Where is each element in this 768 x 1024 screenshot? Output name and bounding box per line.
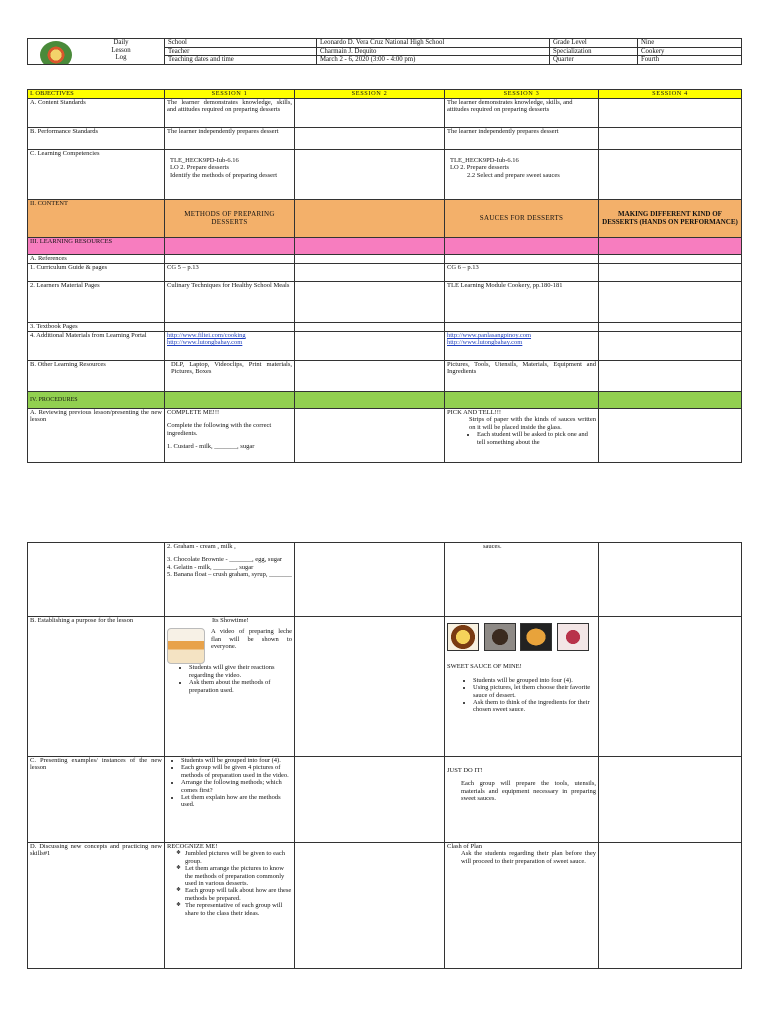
sauce-picture-1 <box>447 623 479 651</box>
references-label: A. References <box>28 255 165 264</box>
rev3-list <box>447 431 596 446</box>
est3-title: SWEET SAUCE OF MINE! <box>447 663 522 671</box>
disc1-bullet-4: ❖ The representative of each group will share to the class their ideas. <box>185 902 292 917</box>
textbook-s4 <box>599 323 742 332</box>
label-dates: Teaching dates and time <box>165 56 317 65</box>
cont-item-2: 2. Graham - cream , milk , <box>167 543 236 550</box>
reviewing-s1 <box>165 409 295 463</box>
dll-title-line2: Lesson <box>111 46 131 54</box>
lc3-code: TLE_HECK9PD-Iub-6.16 <box>450 157 519 164</box>
other-resources-label: B. Other Learning Resources <box>28 361 165 392</box>
learning-resources-s2 <box>295 238 445 255</box>
content-s3-text: SAUCES FOR DESSERTS <box>479 213 564 222</box>
est1-body: A video of preparing leche flan will be shown to everyone. <box>211 628 292 651</box>
additional-materials-label: 4. Additional Materials from Learning Portal <box>28 332 165 361</box>
content-s1 <box>165 200 295 238</box>
curriculum-guide-s4 <box>599 264 742 282</box>
other-resources-s3: Pictures, Tools, Utensils, Materials, Equipment and Ingredients <box>445 361 599 392</box>
link-panlasangpinoy[interactable]: http://www.panlasangpinoy.com <box>447 332 532 339</box>
curriculum-guide-label: 1. Curriculum Guide & pages <box>28 264 165 282</box>
label-quarter: Quarter <box>550 56 638 65</box>
discussing-s4 <box>599 843 742 969</box>
references-s3 <box>445 255 599 264</box>
school-logo <box>40 41 72 64</box>
header-logo-cell <box>28 39 165 65</box>
content-s3 <box>445 200 599 238</box>
cont3-text: sauces. <box>483 543 502 550</box>
establishing-s4 <box>599 617 742 757</box>
cont-item-3: 3. Chocolate Brownie - _______, egg, sugar <box>167 556 282 564</box>
performance-standards-s4 <box>599 128 742 150</box>
procedures-s2 <box>295 392 445 409</box>
link-lutongbahay-3[interactable]: http://www.lutongbahay.com <box>447 339 523 347</box>
est1-bullet-2: • Ask them about the methods of preparation used. <box>189 679 292 694</box>
pres1-list <box>167 757 292 809</box>
dll-title-line1: Daily <box>113 39 129 46</box>
reviewing-s2 <box>295 409 445 463</box>
value-dates: March 2 - 6, 2020 (3:00 - 4:00 pm) <box>317 56 550 65</box>
session-4-heading: SESSION 4 <box>599 90 742 99</box>
discussing-s1 <box>165 843 295 969</box>
lc3-lo: LO 2. Prepare desserts <box>450 164 509 172</box>
learners-material-s3: TLE Learning Module Cookery, pp.180-181 <box>445 282 599 323</box>
content-standards-s2 <box>295 99 445 128</box>
textbook-s3 <box>445 323 599 332</box>
additional-materials-s3 <box>445 332 599 361</box>
lc1-code: TLE_HECK9PD-Iub-6.16 <box>170 157 239 164</box>
establishing-s1 <box>165 617 295 757</box>
presenting-s1 <box>165 757 295 843</box>
performance-standards-s3: The learner independently prepares dessert <box>445 128 599 150</box>
disc1-list <box>167 850 292 917</box>
disc1-bullet-1: ❖ Jumbled pictures will be given to each group. <box>185 850 292 865</box>
curriculum-guide-s2 <box>295 264 445 282</box>
rev3-body: Strips of paper with the kinds of sauces written on it will be placed inside the glass. <box>469 416 596 431</box>
rev1-item1: 1. Custard - milk, _______, sugar <box>167 443 255 451</box>
disc3-body: Ask the students regarding their plan before they will proceed to their preparation of sweet sauce. <box>461 850 596 865</box>
references-s4 <box>599 255 742 264</box>
label-teacher: Teacher <box>165 47 317 56</box>
learning-competencies-s2 <box>295 150 445 200</box>
presenting-s3 <box>445 757 599 843</box>
session-3-heading: SESSION 3 <box>445 90 599 99</box>
est3-bullet-1: • Students will be grouped into four (4). <box>473 677 596 684</box>
learning-competencies-s4 <box>599 150 742 200</box>
presenting-s4 <box>599 757 742 843</box>
performance-standards-label: B. Performance Standards <box>28 128 165 150</box>
content-label: II. CONTENT <box>28 200 165 238</box>
pres3-body: Each group will prepare the tools, utensils, materials and equipment necessary in preparing sweet sauces. <box>461 780 596 803</box>
value-teacher: Charmain J. Dequito <box>317 47 550 56</box>
disc3-title: Clash of Plan <box>447 843 483 850</box>
rev1-title: COMPLETE ME!!! <box>167 409 220 416</box>
cont-item-4: 4. Gelatin - milk, _______, sugar <box>167 563 254 571</box>
est1-list <box>167 664 292 694</box>
performance-standards-s1: The learner independently prepares dessert <box>165 128 295 150</box>
sauce-pictures-row <box>447 623 596 653</box>
pres1-bullet-1: • Students will be grouped into four (4). <box>181 757 292 764</box>
learners-material-label: 2. Learners Material Pages <box>28 282 165 323</box>
leche-flan-image <box>167 628 205 664</box>
sauce-picture-4 <box>557 623 589 651</box>
disc1-bullet-3: ❖ Each group will talk about how are these methods be prepared. <box>185 887 292 902</box>
learning-resources-s4 <box>599 238 742 255</box>
pres1-bullet-2: • Each group will be given 4 pictures of methods of preparation used in the video. <box>181 764 292 779</box>
value-specialization: Cookery <box>638 47 742 56</box>
other-resources-s2 <box>295 361 445 392</box>
reviewing-s3 <box>445 409 599 463</box>
learning-resources-label: III. LEARNING RESOURCES <box>28 238 165 255</box>
procedures-s3 <box>445 392 599 409</box>
learners-material-s2 <box>295 282 445 323</box>
procedures-s1 <box>165 392 295 409</box>
content-s4 <box>599 200 742 238</box>
content-s1-text: METHODS OF PREPARING DESSERTS <box>184 210 275 226</box>
procedures-label <box>28 392 165 409</box>
content-standards-label: A. Content Standards <box>28 99 165 128</box>
learners-material-s4 <box>599 282 742 323</box>
est3-list <box>447 677 596 714</box>
establishing-label: B. Establishing a purpose for the lesson <box>28 617 165 757</box>
establishing-s2 <box>295 617 445 757</box>
content-s4-text: MAKING DIFFERENT KIND OF DESSERTS (HANDS ON PERFORMANCE) <box>602 210 738 226</box>
rev1-body: Complete the following with the correct ingredients. <box>167 422 272 437</box>
discussing-label: D. Discussing new concepts and practicing new skills#1 <box>28 843 165 969</box>
est1-title: Its Showtime! <box>212 617 249 624</box>
discussing-s3 <box>445 843 599 969</box>
sauce-picture-3 <box>520 623 552 651</box>
est1-bullet-1: • Students will give their reactions regarding the video. <box>189 664 292 679</box>
curriculum-guide-s1: CG 5 – p.13 <box>165 264 295 282</box>
header-table <box>27 38 742 65</box>
reviewing-label: A. Reviewing previous lesson/presenting the new lesson <box>28 409 165 463</box>
textbook-s2 <box>295 323 445 332</box>
lc1-lo: LO 2. Prepare desserts <box>170 164 229 172</box>
main-table-page2 <box>27 542 742 969</box>
pres1-bullet-4: • Let them explain how are the methods used. <box>181 794 292 809</box>
value-school: Leonardo D. Vera Cruz National High School <box>317 39 550 48</box>
pres3-title: JUST DO IT! <box>447 767 483 774</box>
link-filtei[interactable]: http://www.filtei.com/cooking <box>167 332 246 339</box>
cont-item-5: 5. Banana float – crush graham, syrup, _______ <box>167 571 292 579</box>
session-1-heading: SESSION 1 <box>165 90 295 99</box>
learning-competencies-s3 <box>445 150 599 200</box>
textbook-s1 <box>165 323 295 332</box>
cont-s4 <box>599 543 742 617</box>
learning-competencies-s1 <box>165 150 295 200</box>
learning-resources-s3 <box>445 238 599 255</box>
est3-bullet-3: • Ask them to think of the ingredients for their chosen sweet sauce. <box>473 699 596 714</box>
learners-material-s1: Culinary Techniques for Healthy School Meals <box>165 282 295 323</box>
discussing-s2 <box>295 843 445 969</box>
link-lutongbahay-1[interactable]: http://www.lutongbahay.com <box>167 339 243 347</box>
disc1-title: RECOGNIZE ME! <box>167 843 218 850</box>
value-quarter: Fourth <box>638 56 742 65</box>
rev3-title: PICK AND TELL!!! <box>447 409 502 416</box>
curriculum-guide-s3: CG 6 – p.13 <box>445 264 599 282</box>
learning-resources-s1 <box>165 238 295 255</box>
references-s2 <box>295 255 445 264</box>
presenting-label: C. Presenting examples/ instances of the new lesson <box>28 757 165 843</box>
procedures-s4 <box>599 392 742 409</box>
cont-s2 <box>295 543 445 617</box>
est1-media-row <box>167 628 292 664</box>
label-school: School <box>165 39 317 48</box>
lc3-detail: 2.2 Select and prepare sweet sauces <box>467 171 560 179</box>
references-s1 <box>165 255 295 264</box>
content-standards-s3: The learner demonstrates knowledge, skills, and attitudes required on preparing desserts <box>445 99 599 128</box>
session-2-heading: SESSION 2 <box>295 90 445 99</box>
additional-materials-s1 <box>165 332 295 361</box>
other-resources-s1: DLP, Laptop, Videoclips, Print materials, Pictures, Boxes <box>165 361 295 392</box>
label-grade: Grade Level <box>550 39 638 48</box>
content-standards-s1: The learner demonstrates knowledge, skills, and attitudes required on preparing desserts <box>165 99 295 128</box>
main-table-page1 <box>27 89 742 463</box>
presenting-s2 <box>295 757 445 843</box>
cont-label <box>28 543 165 617</box>
dll-title-line3: Log <box>115 54 127 62</box>
learning-competencies-label: C. Learning Competencies <box>28 150 165 200</box>
procedures-text: IV. PROCEDURES <box>30 396 78 403</box>
other-resources-s4 <box>599 361 742 392</box>
disc1-bullet-2: ❖ Let them arrange the pictures to know the methods of preparation commonly used in various desserts. <box>185 865 292 887</box>
content-standards-s4 <box>599 99 742 128</box>
lc1-detail: Identify the methods of preparing dessert <box>170 171 278 179</box>
pres1-bullet-3: • Arrange the following methods; which comes first? <box>181 779 292 794</box>
est3-bullet-2: • Using pictures, let them choose their favorite sauce of dessert. <box>473 684 596 699</box>
establishing-s3 <box>445 617 599 757</box>
textbook-label: 3. Textbook Pages <box>28 323 165 332</box>
label-specialization: Specialization <box>550 47 638 56</box>
sauce-picture-2 <box>484 623 516 651</box>
additional-materials-s2 <box>295 332 445 361</box>
content-s2 <box>295 200 445 238</box>
value-grade: Nine <box>638 39 742 48</box>
rev3-bullet: • Each student will be asked to pick one and tell something about the <box>477 431 596 446</box>
dll-title <box>78 39 164 62</box>
reviewing-s4 <box>599 409 742 463</box>
additional-materials-s4 <box>599 332 742 361</box>
cont-s3 <box>445 543 599 617</box>
objectives-heading: I. OBJECTIVES <box>28 90 165 99</box>
cont-s1 <box>165 543 295 617</box>
performance-standards-s2 <box>295 128 445 150</box>
